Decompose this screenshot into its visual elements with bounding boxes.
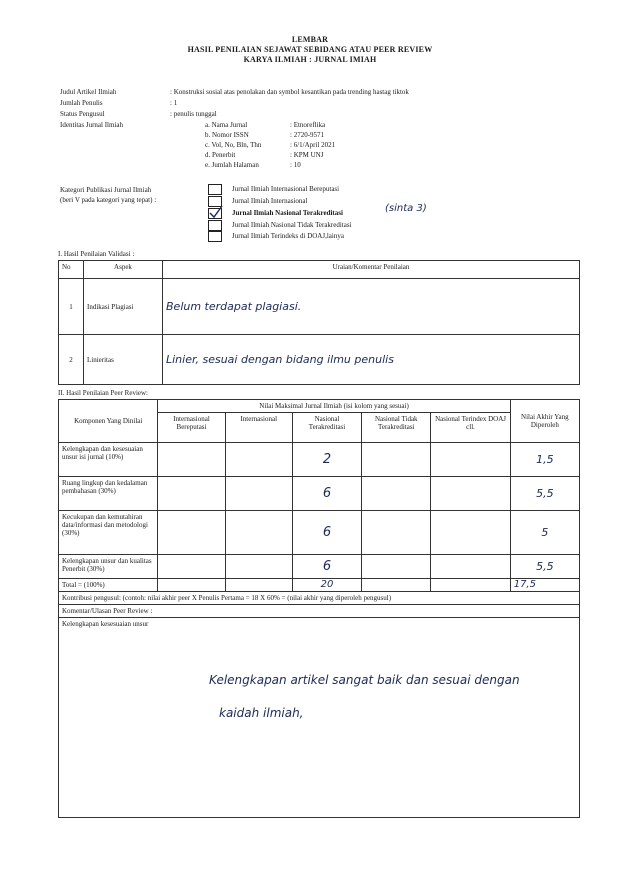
identitas-item-value: : 6/1/April 2021 — [290, 141, 336, 149]
row-komentar: Belum terdapat plagiasi. — [166, 300, 302, 313]
identitas-item-label: d. Penerbit — [205, 151, 236, 159]
row-nas-akr: 6 — [322, 559, 332, 574]
col-header-nas-doaj: Nasional Terindex DOAJ cll. — [431, 413, 510, 443]
komentar-box — [59, 618, 580, 818]
header-line2: HASIL PENILAIAN SEJAWAT SEBIDANG ATAU PEER REVIEW — [187, 45, 433, 54]
total-nas-akr: 20 — [320, 579, 334, 590]
kategori-option-label: Jurnal Ilmiah Nasional Tidak Terakreditasi — [232, 221, 352, 229]
status-pengusul-label: Status Pengusul — [60, 110, 105, 118]
table-row — [59, 335, 580, 385]
kategori-option-label: Jurnal Ilmiah Internasional — [232, 197, 308, 205]
table-row — [59, 477, 580, 511]
jumlah-penulis-label: Jumlah Penulis — [60, 99, 103, 107]
col-header-uraian: Uraian/Komentar Penilaian — [163, 261, 580, 279]
row-komponen: Kecukupan dan kemutahiran data/informasi dan metodologi (30%) — [59, 511, 158, 555]
row-komponen: Kelengkapan unsur dan kualitas Penerbit (30%) — [59, 555, 158, 579]
kategori-option-label: Jurnal Ilmiah Nasional Terakreditasi — [232, 209, 343, 217]
checkmark-icon — [208, 205, 224, 219]
row-nilai: 5,5 — [536, 487, 554, 500]
table-row — [59, 511, 580, 555]
validasi-heading: I. Hasil Penilaian Validasi : — [58, 250, 135, 258]
judul-value: : Konstruksi sosial atas penolakan dan symbol kesantikan pada trending hastag tiktok — [170, 88, 409, 96]
identitas-item-label: c. Vol, No, Bln, Thn — [205, 141, 262, 149]
row-komentar: Linier, sesuai dengan bidang ilmu penulis — [166, 353, 394, 366]
identitas-item-label: b. Nomor ISSN — [205, 131, 249, 139]
col-header-intl-rep: Internasional Bereputasi — [158, 413, 225, 443]
kategori-option-label: Jurnal Ilmiah Terindeks di DOAJ,lainya — [232, 232, 344, 240]
col-header-no: No — [59, 261, 84, 279]
header-line1: LEMBAR — [291, 35, 329, 44]
komentar-line-2: kaidah ilmiah, — [219, 706, 304, 720]
status-pengusul-value: : penulis tunggal — [170, 110, 217, 118]
col-header-nas-akr: Nasional Terakreditasi — [292, 413, 361, 443]
identitas-item-value: : Etnoreflika — [290, 121, 326, 129]
identitas-item-label: e. Jumlah Halaman — [205, 161, 259, 169]
total-row — [59, 579, 580, 592]
col-header-nilai-maks: Nilai Maksimal Jurnal Ilmiah (isi kolom yang sesuai) — [158, 400, 510, 413]
kategori-checkbox-checked[interactable] — [208, 208, 222, 219]
header-line3: KARYA ILMIAH : JURNAL IMIAH — [243, 55, 377, 64]
col-header-nas-tidak: Nasional Tidak Terakreditasi — [362, 413, 431, 443]
row-komponen: Ruang lingkup dan kedalaman pembahasan (30%) — [59, 477, 158, 511]
table-row — [59, 443, 580, 477]
col-header-aspek: Aspek — [84, 261, 163, 279]
row-no: 1 — [59, 279, 84, 335]
table-row — [59, 279, 580, 335]
row-nilai: 5,5 — [536, 560, 554, 573]
kontribusi-text: Kontribusi pengusul: (contoh: nilai akhir peer X Penulis Pertama = 18 X 60% = (nilai akhir yang diperoleh pengusul) — [59, 592, 580, 605]
kategori-checkbox[interactable] — [208, 184, 222, 195]
kategori-option-label: Jurnal Ilmiah Internasional Bereputasi — [232, 185, 340, 193]
judul-label: Judul Artikel Ilmiah — [60, 88, 117, 96]
identitas-item-value: : KPM UNJ — [290, 151, 324, 159]
col-header-komponen: Komponen Yang Dinilai — [59, 400, 158, 443]
identitas-item-value: : 10 — [290, 161, 301, 169]
kategori-label: Kategori Publikasi Jurnal Ilmiah — [60, 186, 152, 194]
row-nilai: 5 — [541, 526, 549, 539]
row-aspek: Linieritas — [84, 335, 163, 385]
jumlah-penulis-value: : 1 — [170, 99, 178, 107]
col-header-intl: Internasional — [225, 413, 292, 443]
row-nas-akr: 6 — [322, 486, 332, 501]
sinta-annotation: (sinta 3) — [385, 203, 427, 214]
table-row — [59, 555, 580, 579]
peer-table — [58, 399, 580, 818]
row-komponen: Kelengkapan dan kesesuaian unsur isi jurnal (10%) — [59, 443, 158, 477]
row-aspek: Indikasi Plagiasi — [84, 279, 163, 335]
row-nas-akr: 2 — [322, 452, 332, 467]
identitas-item-value: : 2720-9571 — [290, 131, 325, 139]
kategori-checkbox[interactable] — [208, 220, 222, 231]
kategori-checkbox[interactable] — [208, 231, 222, 242]
peer-heading: II. Hasil Penilaian Peer Review: — [58, 389, 149, 397]
kategori-hint: (beri V pada kategori yang tepat) : — [60, 196, 157, 204]
row-nilai: 1,5 — [536, 453, 554, 466]
validasi-table — [58, 260, 580, 385]
komentar-heading: Komentar/Ulasan Peer Review : — [59, 605, 580, 618]
identitas-label: Identitas Jurnal Ilmiah — [60, 121, 123, 129]
komentar-line-1: Kelengkapan artikel sangat baik dan sesuai dengan — [209, 673, 520, 687]
komentar-subheading: Kelengkapan kesesuaian unsur — [62, 620, 149, 628]
row-no: 2 — [59, 335, 84, 385]
identitas-item-label: a. Nama Jurnal — [205, 121, 248, 129]
total-nilai: 17,5 — [513, 579, 536, 590]
col-header-nilai-akhir: Nilai Akhir Yang Diperoleh — [510, 400, 579, 443]
total-label: Total = (100%) — [59, 579, 158, 592]
row-nas-akr: 6 — [322, 525, 332, 540]
